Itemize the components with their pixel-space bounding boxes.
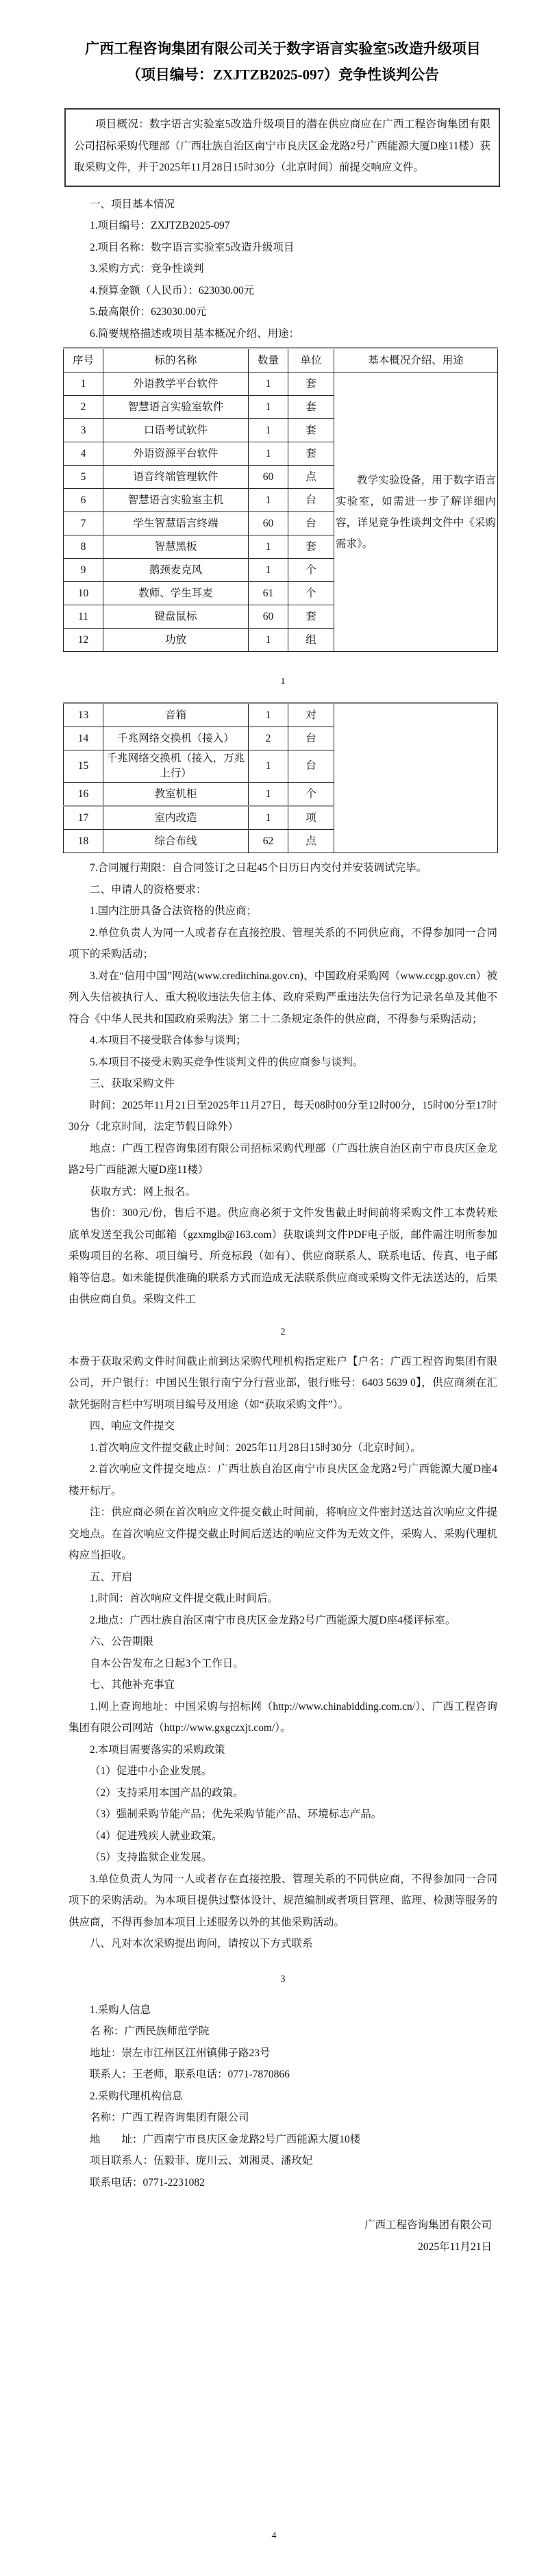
project-overview-text: 项目概况：数字语言实验室5改造升级项目的潜在供应商应在广西工程咨询集团有限公司招标采购代理部（广西壮族自治区南宁市良庆区金龙路2号广西能源大厦D座11楼）获取采购文件，并于2025年11月28日15时30分（北京时间）前提交响应文件。 bbox=[74, 118, 490, 173]
cell-qty: 60 bbox=[249, 605, 288, 629]
cell-name: 外语教学平台软件 bbox=[103, 372, 249, 396]
signature-company: 广西工程咨询集团有限公司 bbox=[364, 2219, 492, 2231]
cell-unit: 个 bbox=[288, 559, 334, 582]
policy-item-4: （4）促进残疾人就业政策。 bbox=[90, 1830, 223, 1842]
cell-no: 12 bbox=[64, 629, 103, 652]
cell-no: 11 bbox=[64, 605, 103, 629]
other-policy-heading: 2.本项目需要落实的采购政策 bbox=[90, 1743, 225, 1756]
cell-unit: 台 bbox=[288, 512, 334, 535]
cell-no: 14 bbox=[64, 727, 103, 750]
policy-item-5: （5）支持监狱企业发展。 bbox=[90, 1852, 212, 1863]
cell-no: 7 bbox=[64, 512, 103, 535]
header-name: 标的名称 bbox=[103, 349, 249, 372]
section-6-heading: 六、公告期限 bbox=[90, 1636, 154, 1647]
cell-no: 8 bbox=[64, 535, 103, 559]
basic-item-method: 3.采购方式：竞争性谈判 bbox=[90, 263, 204, 275]
goods-table-part2 bbox=[63, 702, 498, 853]
cell-no: 2 bbox=[64, 396, 103, 419]
obtain-place: 地点：广西工程咨询集团有限公司招标采购代理部（广西壮族自治区南宁市良庆区金龙路2号广西能源大厦D座11楼） bbox=[68, 1142, 497, 1176]
agency-info-heading: 2.采购代理机构信息 bbox=[90, 2090, 183, 2102]
cell-unit: 点 bbox=[288, 466, 334, 489]
other-item-3: 3.单位负责人为同一人或者存在直接控股、管理关系的不同供应商，不得参加同一合同项下的采购活动。为本项目提供过整体设计、规范编制或者项目管理、监理、检测等服务的供应商，不得再参加本项目上述服务以外的其他采购活动。 bbox=[68, 1873, 497, 1928]
opening-place: 2.地点：广西壮族自治区南宁市良庆区金龙路2号广西能源大厦D座4楼评标室。 bbox=[90, 1614, 456, 1626]
qualification-item-4: 4.本项目不接受联合体参与谈判； bbox=[90, 1035, 247, 1046]
cell-no: 15 bbox=[64, 750, 103, 783]
agency-name: 名称：广西工程咨询集团有限公司 bbox=[90, 2112, 249, 2123]
cell-no: 18 bbox=[64, 830, 103, 853]
cell-qty: 1 bbox=[249, 419, 288, 442]
cell-name: 教室机柜 bbox=[103, 783, 249, 807]
cell-unit: 对 bbox=[288, 703, 334, 727]
section-1-heading: 一、项目基本情况 bbox=[90, 198, 175, 210]
signature-block bbox=[68, 2214, 497, 2258]
cell-unit: 台 bbox=[288, 489, 334, 512]
qualification-item-3: 3.对在“信用中国”网站(www.creditchina.gov.cn)、中国政府采购网（www.ccgp.gov.cn）被列入失信被执行人、重大税收违法失信主体、政府采购严重违法失信行为记录名单及其他不符合《中华人民共和国政府采购法》第二十二条规定条件的供应商，不得参与采购活动； bbox=[68, 970, 497, 1025]
cell-name: 智慧黑板 bbox=[103, 535, 249, 559]
cell-description-merged-empty bbox=[334, 703, 498, 853]
obtain-time: 时间：2025年11月21日至2025年11月27日，每天08时00分至12时00分，15时00分至17时30分（北京时间，法定节假日除外） bbox=[68, 1099, 497, 1133]
cell-name: 千兆网络交换机（接入） bbox=[103, 727, 249, 750]
cell-name: 千兆网络交换机（接入，万兆上行） bbox=[103, 750, 249, 783]
cell-qty: 1 bbox=[249, 629, 288, 652]
policy-item-2: （2）支持采用本国产品的政策。 bbox=[90, 1786, 244, 1799]
section-4-heading: 四、响应文件提交 bbox=[90, 1420, 175, 1432]
cell-no: 9 bbox=[64, 559, 103, 582]
cell-name: 键盘鼠标 bbox=[103, 605, 249, 629]
cell-qty: 1 bbox=[249, 750, 288, 783]
signature-date: 2025年11月21日 bbox=[418, 2240, 492, 2253]
cell-qty: 60 bbox=[249, 466, 288, 489]
section-7-heading: 七、其他补充事宜 bbox=[90, 1679, 175, 1691]
cell-name: 智慧语言实验室主机 bbox=[103, 489, 249, 512]
cell-unit: 台 bbox=[288, 727, 334, 750]
buyer-name: 名 称：广西民族师范学院 bbox=[90, 2025, 210, 2037]
cell-qty: 1 bbox=[249, 442, 288, 466]
agency-address: 地 址：广西南宁市良庆区金龙路2号广西能源大厦10楼 bbox=[90, 2133, 361, 2145]
table-description-text: 教学实验设备，用于数字语言实验室，如需进一步了解详细内容，详见竞争性谈判文件中《采购需求》。 bbox=[336, 474, 496, 550]
cell-unit: 套 bbox=[288, 372, 334, 396]
submission-place: 2.首次响应文件提交地点：广西壮族自治区南宁市良庆区金龙路2号广西能源大厦D座4楼开标厅。 bbox=[68, 1463, 497, 1497]
obtain-method: 获取方式：网上报名。 bbox=[90, 1185, 197, 1198]
section-3-heading: 三、获取采购文件 bbox=[90, 1078, 175, 1089]
cell-unit: 套 bbox=[288, 605, 334, 629]
cell-no: 4 bbox=[64, 442, 103, 466]
cell-qty: 61 bbox=[249, 582, 288, 605]
project-overview-box bbox=[64, 108, 500, 187]
cell-no: 5 bbox=[64, 466, 103, 489]
cell-qty: 1 bbox=[249, 489, 288, 512]
cell-name: 音箱 bbox=[103, 703, 249, 727]
submission-note: 注：供应商必须在首次响应文件提交截止时间前，将响应文件密封送达首次响应文件提交地点。在首次响应文件提交截止时间后送达的响应文件为无效文件，采购人、采购代理机构应当拒收。 bbox=[68, 1506, 497, 1561]
cell-name: 综合布线 bbox=[103, 830, 249, 853]
header-no: 序号 bbox=[64, 349, 103, 372]
cell-name: 口语考试软件 bbox=[103, 419, 249, 442]
cell-qty: 60 bbox=[249, 512, 288, 535]
cell-name: 功放 bbox=[103, 629, 249, 652]
qualification-item-1: 1.国内注册具备合法资格的供应商； bbox=[90, 905, 258, 917]
cell-no: 13 bbox=[64, 703, 103, 727]
cell-no: 17 bbox=[64, 806, 103, 830]
cell-description-merged bbox=[334, 372, 498, 652]
header-desc: 基本概况介绍、用途 bbox=[334, 349, 498, 372]
header-qty: 数量 bbox=[249, 349, 288, 372]
section-8-heading: 八、凡对本次采购提出询问，请按以下方式联系 bbox=[90, 1938, 313, 1949]
page-title bbox=[68, 36, 497, 88]
cell-no: 6 bbox=[64, 489, 103, 512]
cell-no: 16 bbox=[64, 783, 103, 807]
qualification-item-5: 5.本项目不接受未购买竞争性谈判文件的供应商参与谈判。 bbox=[90, 1056, 364, 1068]
qualification-item-2: 2.单位负责人为同一人或者存在直接控股、管理关系的不同供应商，不得参加同一合同项下的采购活动； bbox=[68, 926, 497, 960]
basic-item-project-name: 2.项目名称：数字语言实验室5改造升级项目 bbox=[90, 241, 295, 253]
policy-item-1: （1）促进中小企业发展。 bbox=[90, 1765, 212, 1777]
cell-name: 学生智慧语言终端 bbox=[103, 512, 249, 535]
cell-name: 室内改造 bbox=[103, 806, 249, 830]
cell-unit: 点 bbox=[288, 830, 334, 853]
agency-contacts: 项目联系人：伍毅菲、庞川云、刘湘灵、潘玫妃 bbox=[90, 2155, 313, 2167]
cell-unit: 个 bbox=[288, 783, 334, 807]
section-5-heading: 五、开启 bbox=[90, 1571, 133, 1583]
period-text: 自本公告发布之日起3个工作日。 bbox=[90, 1657, 244, 1669]
title-line-1: 广西工程咨询集团有限公司关于数字语言实验室5改造升级项目 bbox=[85, 40, 481, 57]
obtain-price-part2: 本费于获取采购文件时间截止前到达采购代理机构指定账户【户名：广西工程咨询集团有限公司，开户银行：中国民生银行南宁分行营业部，银行账号：6403 5639 0】，供应商须在汇款凭据附言栏中写明项目编号及用途（如“获取采购文件”）。 bbox=[68, 1355, 497, 1411]
cell-no: 3 bbox=[64, 419, 103, 442]
cell-unit: 组 bbox=[288, 629, 334, 652]
cell-name: 外语资源平台软件 bbox=[103, 442, 249, 466]
cell-unit: 套 bbox=[288, 396, 334, 419]
cell-name: 智慧语言实验室软件 bbox=[103, 396, 249, 419]
cell-unit: 项 bbox=[288, 806, 334, 830]
cell-qty: 62 bbox=[249, 830, 288, 853]
contract-term: 7.合同履行期限：自合同签订之日起45个日历日内交付并安装调试完毕。 bbox=[90, 862, 427, 874]
cell-qty: 1 bbox=[249, 806, 288, 830]
cell-qty: 1 bbox=[249, 703, 288, 727]
header-unit: 单位 bbox=[288, 349, 334, 372]
goods-table-header-row bbox=[64, 349, 498, 372]
cell-qty: 1 bbox=[249, 535, 288, 559]
buyer-contact: 联系人：王老师，联系电话：0771-7870866 bbox=[90, 2069, 290, 2080]
cell-unit: 套 bbox=[288, 535, 334, 559]
section-2-heading: 二、申请人的资格要求： bbox=[90, 883, 207, 896]
cell-name: 语音终端管理软件 bbox=[103, 466, 249, 489]
page-number-2: 2 bbox=[280, 1326, 286, 1337]
basic-item-max-price: 5.最高限价：623030.00元 bbox=[90, 306, 207, 318]
basic-item-spec-intro: 6.简要规格描述或项目基本概况介绍、用途： bbox=[90, 327, 300, 340]
opening-time: 1.时间：首次响应文件提交截止时间后。 bbox=[90, 1593, 279, 1604]
table-row bbox=[64, 703, 498, 727]
cell-no: 1 bbox=[64, 372, 103, 396]
page-number-4: 4 bbox=[271, 2531, 277, 2541]
table-row bbox=[64, 372, 498, 396]
cell-unit: 台 bbox=[288, 750, 334, 783]
cell-qty: 2 bbox=[249, 727, 288, 750]
goods-table-part1 bbox=[63, 347, 498, 652]
page-number-1: 1 bbox=[280, 677, 286, 687]
cell-unit: 套 bbox=[288, 442, 334, 466]
cell-unit: 套 bbox=[288, 419, 334, 442]
title-line-2: （项目编号：ZXJTZB2025-097）竞争性谈判公告 bbox=[126, 66, 440, 83]
basic-item-budget: 4.预算金额（人民币）：623030.00元 bbox=[90, 284, 255, 296]
basic-item-project-no: 1.项目编号：ZXJTZB2025-097 bbox=[90, 220, 230, 231]
agency-phone: 联系电话：0771-2231082 bbox=[90, 2176, 205, 2188]
cell-no: 10 bbox=[64, 582, 103, 605]
policy-item-3: （3）强制采购节能产品；优先采购节能产品、环境标志产品。 bbox=[90, 1808, 382, 1820]
cell-name: 鹅颈麦克风 bbox=[103, 559, 249, 582]
cell-qty: 1 bbox=[249, 372, 288, 396]
other-query-address: 1.网上查询地址：中国采购与招标网（http://www.chinabidding.com.cn/）、广西工程咨询集团有限公司网站（http://www.gxgczxjt.com/）。 bbox=[68, 1700, 497, 1734]
cell-qty: 1 bbox=[249, 783, 288, 807]
page-number-3: 3 bbox=[280, 1973, 286, 1984]
buyer-info-heading: 1.采购人信息 bbox=[90, 2004, 151, 2016]
submission-deadline: 1.首次响应文件提交截止时间：2025年11月28日15时30分（北京时间）。 bbox=[90, 1441, 421, 1454]
cell-qty: 1 bbox=[249, 396, 288, 419]
cell-qty: 1 bbox=[249, 559, 288, 582]
buyer-address: 地址：崇左市江州区江州镇佛子路23号 bbox=[90, 2047, 271, 2059]
cell-unit: 个 bbox=[288, 582, 334, 605]
cell-name: 教师、学生耳麦 bbox=[103, 582, 249, 605]
obtain-price-part1: 售价：300元/份，售后不退。供应商必须于文件发售截止时间前将采购文件工本费转账底单发送至我公司邮箱（gzxmglb@163.com）获取谈判文件PDF电子版，邮件需注明所参加采购项目的名称、项目编号、所竞标段（如有）、供应商联系人、联系电话、传真、电子邮箱等信息。如未能提供准确的联系方式而造成无法联系供应商或采购文件无法送达的，后果由供应商自负。采购文件工 bbox=[68, 1207, 497, 1305]
